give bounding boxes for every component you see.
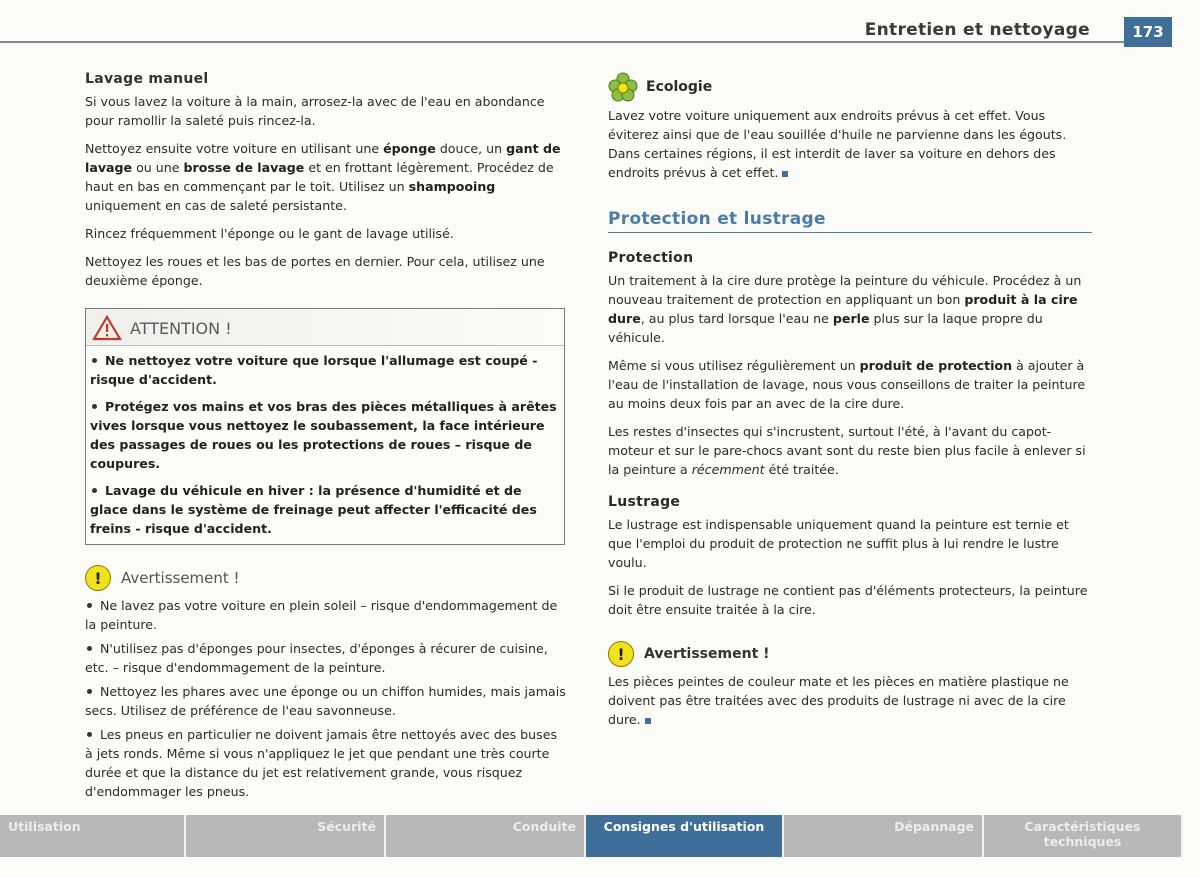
tab-caracteristiques-techniques[interactable]: Caractéristiques techniques bbox=[984, 815, 1183, 857]
exclamation-circle-icon: ! bbox=[608, 641, 634, 667]
ecology-header bbox=[608, 72, 1092, 102]
paragraph: Rincez fréquemment l'éponge ou le gant de lavage utilisé. bbox=[85, 226, 454, 241]
warning-header bbox=[85, 565, 567, 591]
end-marker-icon bbox=[782, 171, 788, 177]
tab-conduite[interactable]: Conduite bbox=[386, 815, 586, 857]
right-column bbox=[608, 72, 1092, 738]
exclamation-circle-icon: ! bbox=[85, 565, 111, 591]
warning-title: Avertissement ! bbox=[644, 645, 770, 662]
paragraph: Nettoyez ensuite votre voiture en utilisant une éponge douce, un gant de lavage ou une brosse de lavage et en frottant légèrement. Procédez de haut en bas en commençant par le toit. Utilisez un shampooing uniquement en cas de saleté persistante. bbox=[85, 141, 561, 213]
attention-box bbox=[85, 308, 565, 545]
warning-title: Avertissement ! bbox=[121, 568, 240, 587]
warning-triangle-icon bbox=[92, 315, 122, 341]
tab-consignes-utilisation[interactable]: Consignes d'utilisation bbox=[586, 815, 784, 857]
bullet-icon bbox=[92, 488, 97, 493]
warning-text: Les pièces peintes de couleur mate et les pièces en matière plastique ne doivent pas être traitées avec des produits de lustrage ni avec de la cire dure. bbox=[608, 674, 1069, 727]
flower-icon bbox=[608, 72, 638, 102]
paragraph: Les restes d'insectes qui s'incrustent, surtout l'été, à l'avant du capot-moteur et sur le pare-chocs avant sont du reste bien plus facile à enlever si la peinture a récemment été traitée. bbox=[608, 424, 1086, 477]
heading-lavage-manuel: Lavage manuel bbox=[85, 71, 209, 87]
tab-utilisation[interactable]: Utilisation bbox=[0, 815, 186, 857]
bullet-icon bbox=[87, 646, 92, 651]
page-number: 173 bbox=[1124, 17, 1172, 47]
bullet-icon bbox=[92, 358, 97, 363]
end-marker-icon bbox=[645, 718, 651, 724]
paragraph: Nettoyez les roues et les bas de portes en dernier. Pour cela, utilisez une deuxième éponge. bbox=[85, 254, 545, 288]
header-rule bbox=[0, 41, 1126, 43]
attention-item: Ne nettoyez votre voiture que lorsque l'allumage est coupé - risque d'accident. bbox=[90, 353, 538, 387]
footer-navigation bbox=[0, 815, 1183, 857]
ecology-title: Ecologie bbox=[646, 78, 713, 95]
warning-header bbox=[608, 641, 1092, 667]
page-section-title: Entretien et nettoyage bbox=[864, 20, 1090, 40]
paragraph: Si le produit de lustrage ne contient pas d'éléments protecteurs, la peinture doit être ensuite traitée à la cire. bbox=[608, 583, 1088, 617]
ecology-text: Lavez votre voiture uniquement aux endroits prévus à cet effet. Vous éviterez ainsi que de l'eau souillée d'huile ne parvienne dans les égouts. Dans certaines régions, il est interdit de laver sa voiture en dehors des endroits prévus à cet effet. bbox=[608, 108, 1067, 180]
attention-body bbox=[86, 346, 564, 544]
bullet-icon bbox=[87, 603, 92, 608]
tab-depannage[interactable]: Dépannage bbox=[784, 815, 984, 857]
paragraph: Même si vous utilisez régulièrement un produit de protection à ajouter à l'eau de l'installation de lavage, nous vous conseillons de traiter la peinture au moins deux fois par an avec de la cire dure. bbox=[608, 358, 1086, 411]
section-title: Protection et lustrage bbox=[608, 210, 1092, 233]
heading-protection: Protection bbox=[608, 250, 694, 266]
warning-item: N'utilisez pas d'éponges pour insectes, d'éponges à récurer de cuisine, etc. – risque d'endommagement de la peinture. bbox=[85, 641, 548, 675]
heading-lustrage: Lustrage bbox=[608, 494, 681, 510]
warning-item: Ne lavez pas votre voiture en plein soleil – risque d'endommagement de la peinture. bbox=[85, 598, 558, 632]
attention-header bbox=[86, 309, 564, 346]
attention-item: Lavage du véhicule en hiver : la présence d'humidité et de glace dans le système de freinage peut affecter l'efficacité des freins - risque d'accident. bbox=[90, 483, 537, 536]
bullet-icon bbox=[87, 732, 92, 737]
left-column bbox=[85, 70, 567, 801]
bullet-icon bbox=[87, 689, 92, 694]
tab-securite[interactable]: Sécurité bbox=[186, 815, 386, 857]
paragraph: Si vous lavez la voiture à la main, arrosez-la avec de l'eau en abondance pour ramollir la saleté puis rincez-la. bbox=[85, 94, 545, 128]
warning-item: Nettoyez les phares avec une éponge ou un chiffon humides, mais jamais secs. Utilisez de préférence de l'eau savonneuse. bbox=[85, 684, 566, 718]
warning-item: Les pneus en particulier ne doivent jamais être nettoyés avec des buses à jets ronds. Même si vous n'appliquez le jet que pendant une très courte durée et que la distance du jet est relativement grande, vous risquez d'endommager les pneus. bbox=[85, 727, 558, 799]
paragraph: Un traitement à la cire dure protège la peinture du véhicule. Procédez à un nouveau traitement de protection en appliquant un bon produit à la cire dure, au plus tard lorsque l'eau ne perle plus sur la laque propre du véhicule. bbox=[608, 273, 1082, 345]
attention-title: ATTENTION ! bbox=[130, 318, 232, 338]
attention-item: Protégez vos mains et vos bras des pièces métalliques à arêtes vives lorsque vous nettoyez le soubassement, la face intérieure des passages de roues ou les protections de roues – risque de coupures. bbox=[90, 399, 557, 471]
paragraph: Le lustrage est indispensable uniquement quand la peinture est ternie et que l'emploi du produit de protection ne suffit plus à lui rendre le lustre voulu. bbox=[608, 517, 1069, 570]
bullet-icon bbox=[92, 404, 97, 409]
